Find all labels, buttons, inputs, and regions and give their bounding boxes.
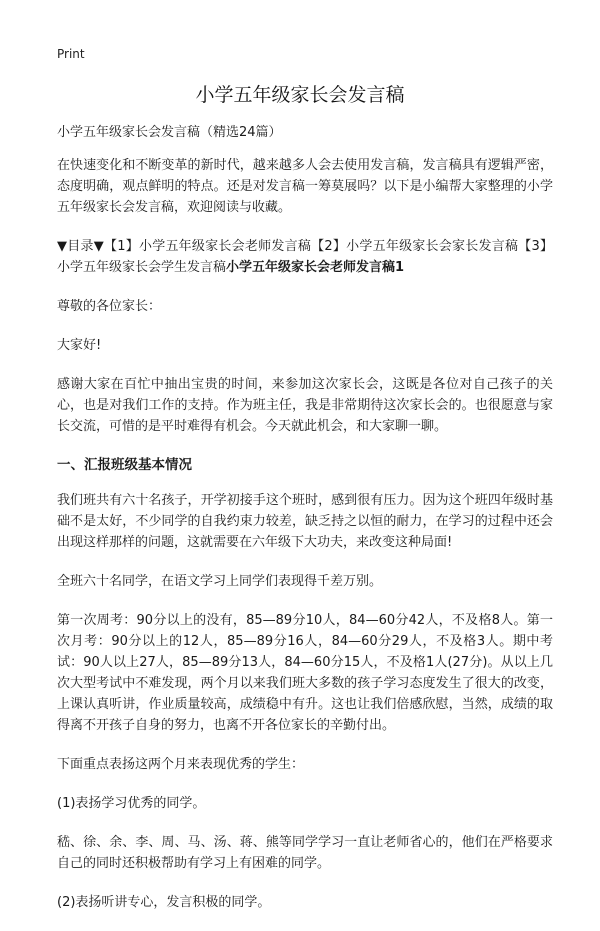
- greeting-all: 大家好!: [57, 338, 102, 353]
- table-of-contents: [57, 236, 553, 278]
- article-body: [57, 122, 553, 931]
- toc-lead: ▼目录▼: [57, 239, 104, 254]
- toc-current-heading: 小学五年级家长会老师发言稿1: [226, 260, 405, 275]
- greeting-parents: 尊敬的各位家长：: [57, 299, 162, 314]
- thanks-paragraph: 感谢大家在百忙中抽出宝贵的时间，来参加这次家长会，这既是各位对自己孩子的关心，也是对我们工作的支持。作为班主任，我是非常期待这次家长会的。也很愿意与家长交流，可惜的是平时难得有机会。今天就此机会，和大家聊一聊。: [57, 377, 553, 434]
- print-link[interactable]: Print: [57, 47, 85, 61]
- class-overview-paragraph: 我们班共有六十名孩子，开学初接手这个班时，感到很有压力。因为这个班四年级时基础不是太好，不少同学的自我约束力较差，缺乏持之以恒的耐力，在学习的过程中还会出现这样那样的问题，这就需要在六年级下大功夫，来改变这种局面!: [57, 493, 553, 550]
- page-title: 小学五年级家长会发言稿: [195, 84, 405, 106]
- praise-item-1-title: (1)表扬学习优秀的同学。: [57, 796, 206, 811]
- exam-results-paragraph: 第一次周考：90分以上的没有，85—89分10人，84—60分42人，不及格8人。第一次月考：90分以上的12人，85—89分16人，84—60分29人，不及格3人。期中考试：90人以上27人，85—89分13人，84—60分15人，不及格1人(27分)。从以上几次大型考试中不难发现，两个月以来我们班大多数的孩子学习态度发生了很大的改变，上课认真听讲，作业质量较高，成绩稳中有升。这也让我们倍感欣慰，当然，成绩的取得离不开孩子自身的努力，也离不开各位家长的辛勤付出。: [57, 613, 553, 733]
- toc-link-3[interactable]: 【3】小学五年级家长会学生发言稿: [57, 239, 554, 275]
- toc-link-2[interactable]: 【2】小学五年级家长会家长发言稿: [311, 239, 519, 254]
- section-heading-1: 一、汇报班级基本情况: [57, 457, 192, 473]
- praise-item-2-title: (2)表扬听讲专心，发言积极的同学。: [57, 895, 271, 910]
- chinese-performance-paragraph: 全班六十名同学，在语文学习上同学们表现得千差万别。: [57, 574, 383, 589]
- toc-link-1[interactable]: 【1】小学五年级家长会老师发言稿: [103, 239, 312, 254]
- praise-intro-paragraph: 下面重点表扬这两个月来表现优秀的学生：: [57, 757, 305, 772]
- intro-paragraph: 在快速变化和不断变革的新时代，越来越多人会去使用发言稿，发言稿具有逻辑严密，态度明确，观点鲜明的特点。还是对发言稿一筹莫展吗？以下是小编帮大家整理的小学五年级家长会发言稿，欢迎阅读与收藏。: [57, 158, 553, 215]
- article-subtitle: 小学五年级家长会发言稿（精选24篇）: [57, 125, 282, 140]
- praise-item-1-body: 嵇、徐、余、李、周、马、汤、蒋、熊等同学学习一直让老师省心的，他们在严格要求自己的同时还积极帮助有学习上有困难的同学。: [57, 835, 553, 871]
